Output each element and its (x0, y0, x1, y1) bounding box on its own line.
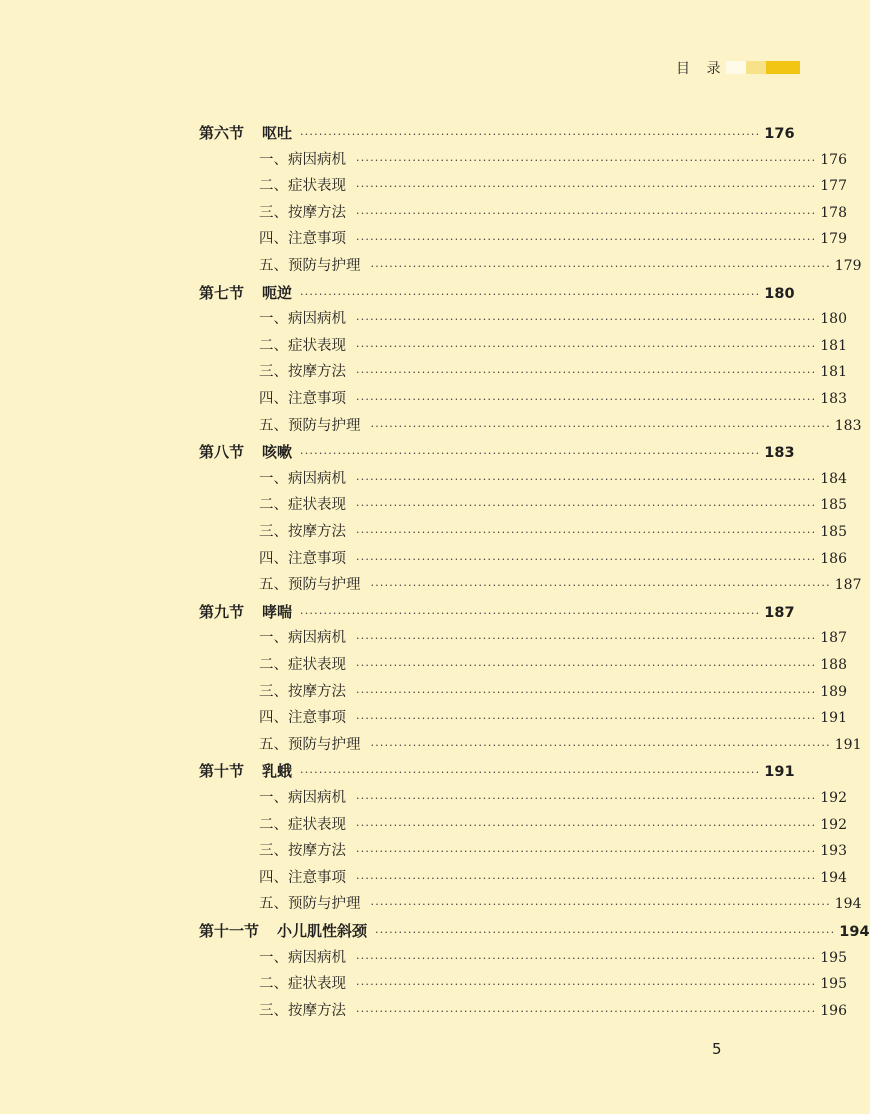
toc-subsection-entry (259, 359, 847, 385)
toc-entry-title: 三、按摩方法 (259, 683, 346, 700)
toc-page-number: 178 (820, 204, 847, 221)
toc-entry-title: 一、病因病机 (259, 151, 346, 168)
toc-subsection-entry (259, 466, 847, 492)
toc-section-number: 第十一节 (199, 922, 260, 940)
toc-page-number: 192 (820, 816, 847, 833)
toc-section-number: 第九节 (199, 602, 245, 621)
toc-subsection-entry (259, 226, 847, 252)
toc-page-number: 188 (820, 657, 847, 673)
toc-page-number: 195 (820, 949, 847, 966)
toc-page-number: 194 (839, 924, 870, 940)
toc-section-entry (199, 758, 795, 784)
toc-dot-leader: ·································································································· (356, 339, 817, 353)
toc-dot-leader: ·································································································· (370, 260, 831, 273)
toc-dot-leader: ·································································································· (356, 659, 817, 672)
toc-subsection-entry (259, 625, 847, 651)
toc-dot-leader: ·································································································· (356, 233, 817, 247)
toc-entry-title: 三、按摩方法 (259, 524, 346, 540)
toc-subsection-entry (259, 732, 862, 758)
toc-dot-leader: ·································································································· (300, 606, 761, 620)
page-number: 5 (712, 1040, 722, 1058)
toc-page-number: 189 (820, 683, 847, 700)
toc-page-number: 187 (764, 604, 795, 621)
toc-subsection-entry (259, 998, 847, 1024)
toc-dot-leader: ·································································································· (356, 180, 817, 194)
toc-subsection-entry (259, 865, 847, 891)
toc-page-number: 194 (820, 869, 847, 886)
toc-entry-title: 四、注意事项 (259, 391, 346, 407)
toc-page-number: 192 (820, 790, 847, 806)
toc-section-entry (199, 599, 795, 625)
toc-page-number: 187 (820, 630, 847, 647)
toc-dot-leader: ·································································································· (356, 526, 817, 539)
toc-page-number: 195 (820, 976, 847, 993)
toc-page-number: 176 (820, 151, 847, 168)
toc-page-number: 193 (820, 843, 847, 860)
toc-entry-title: 一、病因病机 (259, 790, 346, 806)
page-header-title: 目 录 (676, 61, 727, 77)
toc-dot-leader: ·································································································· (370, 419, 831, 433)
toc-entry-title: 三、按摩方法 (259, 364, 346, 381)
toc-section-entry (199, 439, 795, 465)
toc-entry-title: 四、注意事项 (259, 550, 346, 567)
toc-entry-title: 五、预防与护理 (259, 258, 361, 274)
toc-entry-title: 二、症状表现 (259, 657, 346, 673)
toc-dot-leader: ·································································································· (356, 153, 817, 167)
toc-page-number: 180 (820, 311, 847, 328)
toc-page-number: 180 (764, 285, 795, 302)
toc-subsection-entry (259, 173, 847, 199)
toc-page-number: 176 (764, 126, 795, 142)
toc-subsection-entry (259, 333, 847, 359)
toc-entry-title: 一、病因病机 (259, 949, 346, 966)
toc-entry-title: 五、预防与护理 (259, 417, 361, 434)
toc-entry-title: 小儿肌性斜颈 (277, 922, 368, 940)
toc-page-number: 194 (834, 896, 862, 913)
toc-subsection-entry (259, 306, 847, 332)
toc-subsection-entry (259, 572, 862, 598)
toc-page-number: 181 (820, 337, 847, 354)
toc-entry-title: 三、按摩方法 (259, 843, 346, 860)
toc-entry-title: 一、病因病机 (259, 630, 346, 647)
toc-entry-title: 呃逆 (262, 283, 293, 302)
toc-dot-leader: ·································································································· (356, 871, 817, 885)
header-accent-bar-mid (746, 61, 766, 74)
toc-page-number: 191 (834, 736, 862, 753)
toc-section-entry (199, 120, 795, 146)
header-accent-bar-light (726, 61, 746, 74)
toc-subsection-entry (259, 838, 847, 864)
toc-entry-title: 呕吐 (262, 124, 293, 142)
toc-section-number: 第十节 (199, 762, 245, 781)
toc-page-number: 184 (820, 470, 847, 487)
toc-page-number: 183 (820, 391, 847, 407)
toc-page-number: 183 (764, 445, 795, 462)
toc-page-number: 179 (820, 231, 847, 248)
toc-dot-leader: ·································································································· (370, 898, 831, 912)
toc-subsection-entry (259, 519, 847, 545)
toc-dot-leader: ·································································································· (356, 792, 817, 805)
toc-dot-leader: ·································································································· (356, 632, 817, 646)
toc-entry-title: 三、按摩方法 (259, 204, 346, 221)
toc-subsection-entry (259, 785, 847, 811)
toc-entry-title: 五、预防与护理 (259, 736, 361, 753)
toc-subsection-entry (259, 253, 862, 279)
toc-entry-title: 三、按摩方法 (259, 1002, 346, 1019)
toc-page-number: 179 (834, 258, 862, 274)
toc-section-number: 第七节 (199, 283, 245, 302)
toc-subsection-entry (259, 492, 847, 518)
toc-entry-title: 二、症状表现 (259, 976, 346, 993)
toc-dot-leader: ·································································································· (356, 1004, 817, 1018)
toc-section-number: 第六节 (199, 124, 245, 142)
toc-section-entry (199, 918, 870, 944)
toc-subsection-entry (259, 546, 847, 572)
toc-entry-title: 四、注意事项 (259, 231, 346, 248)
toc-section-entry (199, 280, 795, 306)
toc-dot-leader: ·································································································· (356, 206, 817, 220)
toc-page-number: 186 (820, 550, 847, 567)
toc-page-number: 187 (834, 577, 862, 594)
toc-dot-leader: ·································································································· (356, 685, 817, 699)
toc-entry-title: 一、病因病机 (259, 311, 346, 328)
toc-dot-leader: ·································································································· (300, 447, 761, 461)
toc-page-number: 191 (764, 764, 795, 781)
toc-dot-leader: ·································································································· (356, 393, 817, 406)
toc-dot-leader: ·································································································· (356, 552, 817, 566)
toc-entry-title: 乳蛾 (262, 762, 293, 781)
toc-page-number: 183 (834, 417, 862, 434)
toc-subsection-entry (259, 705, 847, 731)
toc-page-number: 177 (820, 178, 847, 195)
toc-page-number: 196 (820, 1002, 847, 1019)
toc-entry-title: 五、预防与护理 (259, 577, 361, 594)
toc-dot-leader: ·································································································· (356, 313, 817, 327)
toc-section-number: 第八节 (199, 443, 245, 462)
toc-dot-leader: ·································································································· (370, 738, 831, 752)
toc-dot-leader: ·································································································· (356, 472, 817, 486)
toc-subsection-entry (259, 891, 862, 917)
toc-entry-title: 四、注意事项 (259, 869, 346, 886)
toc-subsection-entry (259, 971, 847, 997)
toc-subsection-entry (259, 413, 862, 439)
toc-subsection-entry (259, 812, 847, 838)
toc-entry-title: 二、症状表现 (259, 497, 346, 514)
toc-page-number: 191 (820, 710, 847, 727)
toc-dot-leader: ·································································································· (375, 926, 836, 939)
toc-entry-title: 四、注意事项 (259, 710, 346, 727)
toc-entry-title: 二、症状表现 (259, 178, 346, 195)
toc-subsection-entry (259, 652, 847, 678)
toc-dot-leader: ·································································································· (356, 818, 817, 832)
toc-entry-title: 咳嗽 (262, 443, 293, 462)
toc-page-number: 181 (820, 364, 847, 381)
toc-entry-title: 一、病因病机 (259, 470, 346, 487)
toc-entry-title: 哮喘 (262, 602, 293, 621)
header-accent-bar-strong (766, 61, 800, 74)
toc-page-number: 185 (820, 524, 847, 540)
toc-dot-leader: ·································································································· (370, 579, 831, 593)
toc-dot-leader: ·································································································· (356, 712, 817, 726)
toc-dot-leader: ·································································································· (356, 845, 817, 859)
toc-dot-leader: ·································································································· (356, 499, 817, 513)
toc-page-number: 185 (820, 497, 847, 514)
toc-subsection-entry (259, 147, 847, 173)
toc-entry-title: 五、预防与护理 (259, 896, 361, 913)
toc-dot-leader: ·································································································· (300, 128, 761, 141)
toc-entry-title: 二、症状表现 (259, 337, 346, 354)
toc-subsection-entry (259, 945, 847, 971)
toc-entry-title: 二、症状表现 (259, 816, 346, 833)
toc-dot-leader: ·································································································· (300, 287, 761, 301)
toc-subsection-entry (259, 386, 847, 412)
toc-dot-leader: ·································································································· (356, 366, 817, 380)
toc-dot-leader: ·································································································· (300, 766, 761, 780)
toc-dot-leader: ·································································································· (356, 978, 817, 992)
toc-subsection-entry (259, 200, 847, 226)
toc-subsection-entry (259, 679, 847, 705)
toc-dot-leader: ·································································································· (356, 951, 817, 965)
